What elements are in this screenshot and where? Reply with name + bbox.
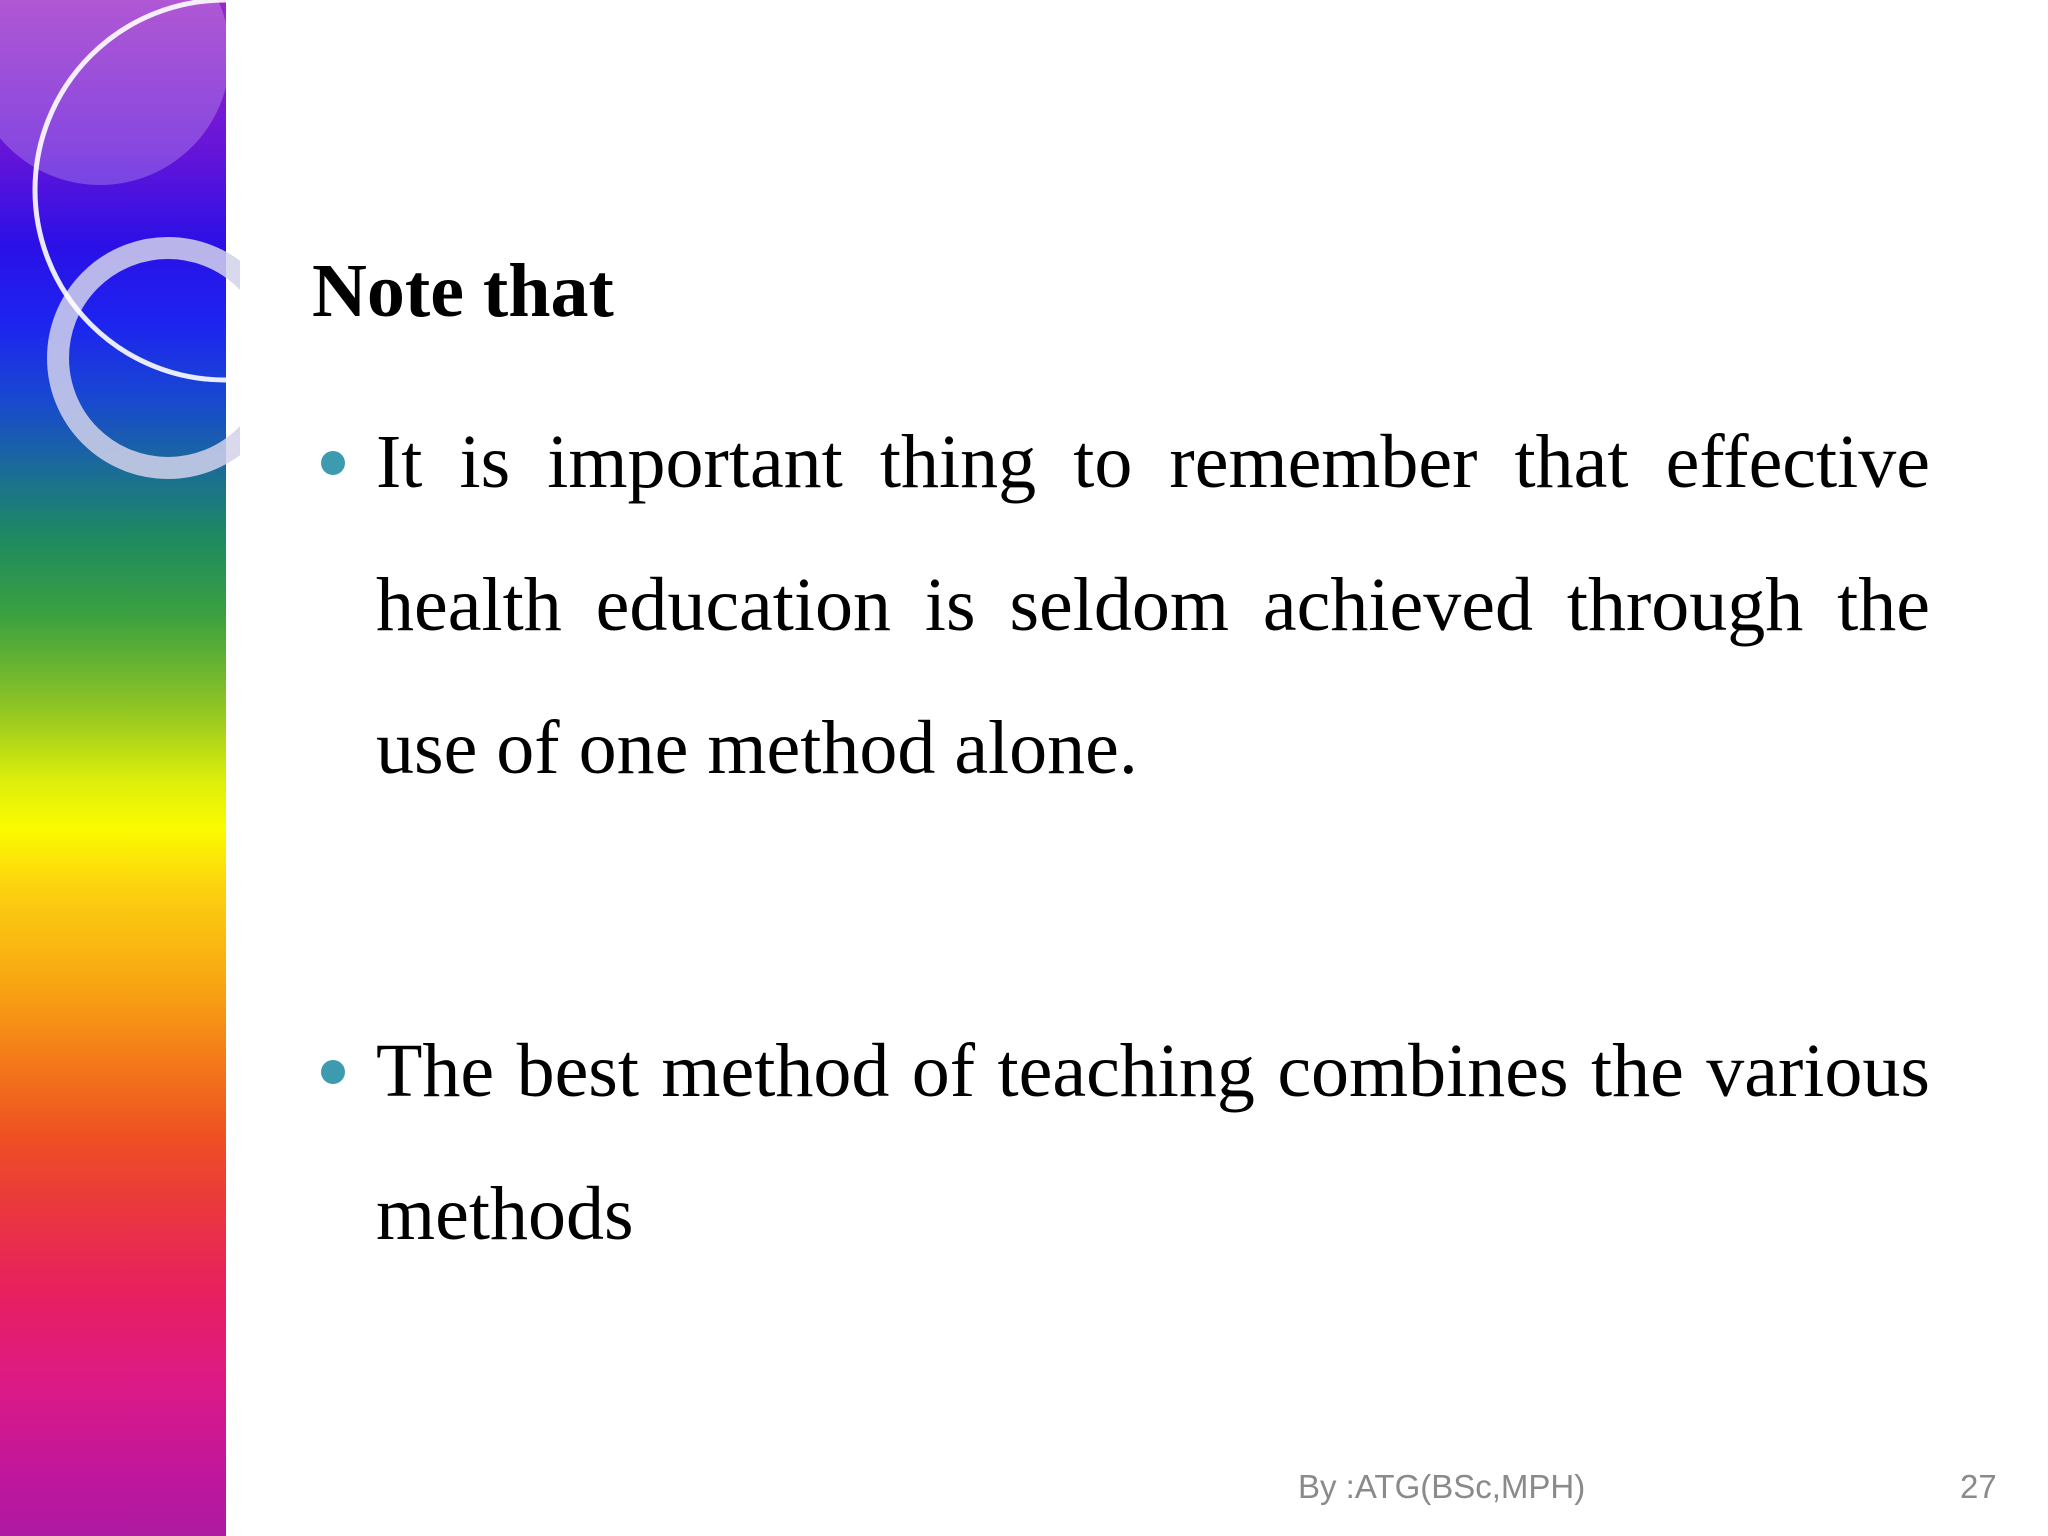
slide-content [226,0,2048,1536]
bullet-dot-icon [321,1060,345,1084]
page-number: 27 [1960,1468,1997,1505]
bullet-dot-icon [321,451,345,475]
bullet-item [376,1000,1930,1286]
translucent-circle [0,0,230,185]
bullet-item [376,391,1930,820]
footer-author: By :ATG(BSc,MPH) [1298,1468,1586,1505]
bullet-text: The best method of teaching combines the various methods [376,1029,1930,1256]
bullet-text: It is important thing to remember that effective health education is seldom achieved through the use of one method alone. [376,420,1930,790]
ring-circle [58,248,240,468]
decorative-circles [0,0,240,500]
slide-heading: Note that [312,249,614,333]
